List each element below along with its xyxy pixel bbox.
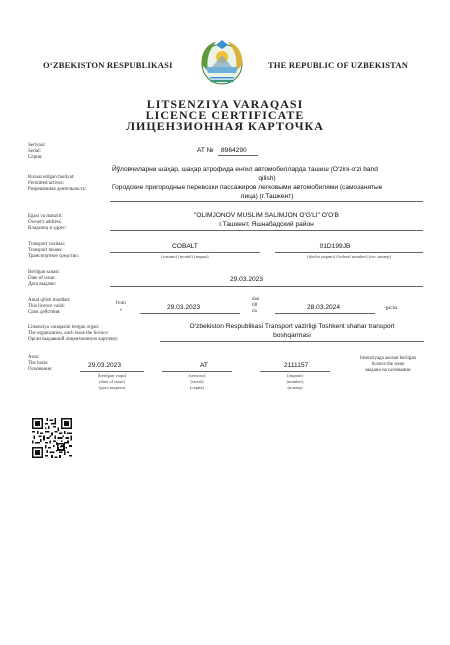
- issuer-label-uz: Litsenziya varaqasini bergan organ:: [28, 325, 100, 330]
- basis-serial-caption-uz: (seriyasi): [188, 373, 206, 378]
- basis-note-ru: выдана на основании: [365, 368, 411, 373]
- validity-till-underline: [275, 313, 375, 314]
- validity-from-label-en: from: [116, 301, 126, 306]
- basis-note-uz: litsenziyaga asosan berilgan: [359, 356, 417, 361]
- validity-from-date: 29.03.2023: [167, 304, 201, 311]
- series-prefix: AT №: [197, 147, 214, 154]
- basis-serial-caption-ru: (серия): [189, 385, 205, 390]
- issued-date: 29.03.2023: [230, 276, 264, 283]
- issuer-line-2: boshqarmasi: [273, 332, 311, 339]
- issued-label-ru: Дата выдачи:: [28, 282, 57, 287]
- issued-label-uz: Berilgan sanasi:: [28, 270, 61, 275]
- issuer-label-en: The organization, each issue the licence:: [28, 331, 109, 336]
- vehicle-model-underline: [110, 252, 260, 253]
- activity-label-uz: Ruxsat etilgan faoliyat:: [28, 175, 75, 180]
- issued-label-en: Date of issue:: [28, 276, 56, 281]
- vehicle-model: COBALT: [172, 243, 198, 250]
- basis-number-caption-en: (number): [286, 379, 304, 384]
- basis-date-underline: [80, 371, 144, 372]
- header-right-text: THE REPUBLIC OF UZBEKISTAN: [268, 60, 409, 70]
- issuer-label-ru: Орган выдавший лицензионную карточку:: [28, 337, 119, 342]
- vehicle-label-uz: Transport vositasi:: [28, 242, 66, 247]
- series-label-uz: Seriyasi:: [28, 143, 46, 148]
- title-ru: ЛИЦЕНЗИОННАЯ КАРТОЧКА: [126, 119, 324, 133]
- owner-label-ru: Владелец и адрес:: [28, 226, 67, 231]
- issuer-underline: [160, 341, 424, 342]
- vehicle-plate-underline: [275, 252, 423, 253]
- title-uz: LITSENZIYA VARAQASI: [146, 97, 304, 111]
- issued-underline: [110, 286, 423, 287]
- vehicle-plate: 01D199JB: [319, 243, 351, 250]
- validity-label-en: This licence valid:: [28, 304, 65, 309]
- basis-number: 2111157: [284, 362, 309, 369]
- validity-from-underline: [140, 313, 240, 314]
- series-label-ru: Серия:: [28, 155, 43, 160]
- owner-underline: [110, 230, 423, 231]
- activity-value-uz-1: Йўловчиларни шаҳар, шаҳар атрофида енгил автомобилларда ташиш (O‘zini-o‘zi band: [112, 166, 378, 173]
- basis-number-caption-ru: (номер): [287, 385, 303, 390]
- series-underline: [218, 155, 258, 156]
- basis-date-caption-uz: (berilgan vaqti): [97, 373, 127, 378]
- activity-label-ru: Разрешенная деятельность:: [28, 187, 87, 192]
- activity-value-ru-2: лица) (г.Ташкент): [240, 193, 294, 200]
- basis-label-uz: Asos:: [28, 355, 40, 360]
- activity-value-uz-2: qilish): [258, 175, 276, 182]
- validity-till-date: 28.03.2024: [307, 304, 341, 311]
- basis-number-underline: [260, 371, 330, 372]
- series-label-en: Serial:: [28, 149, 42, 154]
- title-en: LICENCE CERTIFICATE: [145, 108, 305, 122]
- state-emblem-icon: [196, 37, 248, 89]
- basis-serial-caption-en: (serial): [190, 379, 204, 384]
- validity-till-label-uz: dan: [252, 297, 260, 302]
- owner-label-uz: Egasi va manzili:: [28, 214, 63, 219]
- activity-label-en: Permitted actives:: [28, 181, 64, 186]
- basis-serial-underline: [162, 371, 232, 372]
- issuer-line-1: O‘zbekiston Respublikasi Transport vazirligi Toshkent shahar transport: [189, 323, 395, 330]
- activity-underline: [110, 201, 423, 202]
- basis-date-caption-en: (date of issue): [98, 379, 126, 384]
- basis-number-caption-uz: (raqami): [287, 373, 303, 378]
- vehicle-label-en: Transport means:: [28, 248, 63, 253]
- validity-till-label-en: till: [252, 303, 258, 308]
- basis-label-ru: Основание:: [28, 367, 53, 372]
- basis-date: 29.03.2023: [88, 362, 122, 369]
- qr-code-icon: [32, 418, 72, 458]
- validity-label-ru: Срок действия:: [28, 310, 61, 315]
- basis-note-en: licence the issue: [371, 362, 405, 367]
- basis-serial: AT: [200, 362, 208, 369]
- header-left-text: O‘ZBEKISTON RESPUBLIKASI: [43, 60, 173, 70]
- validity-gacha: -gacha: [384, 306, 398, 311]
- vehicle-plate-caption: (davlat raqami) (federal number) (гос.номер): [307, 254, 391, 259]
- series-number: 8964290: [221, 147, 247, 154]
- validity-label-uz: Amal qilish muddati:: [28, 298, 71, 303]
- activity-value-ru-1: Городские пригородные перевозки пассажиров легковыми автомобилями (самозанятые: [112, 184, 383, 191]
- vehicle-model-caption: (rusumi) (model) (марка): [161, 254, 209, 259]
- vehicle-label-ru: Транспортное средство:: [28, 254, 80, 259]
- owner-address: г.Ташкент, Яшнабадский район: [219, 221, 314, 228]
- owner-name: "OLIMJONOV MUSLIM SALIMJON O'G'LI" O'O'B: [194, 212, 339, 219]
- validity-till-label-ru: по: [252, 309, 258, 314]
- basis-label-en: The basis:: [28, 361, 49, 366]
- owner-label-en: Owner's address:: [28, 220, 63, 225]
- validity-from-label-ru: c: [120, 308, 123, 313]
- basis-date-caption-ru: (дата выдачи): [98, 385, 126, 390]
